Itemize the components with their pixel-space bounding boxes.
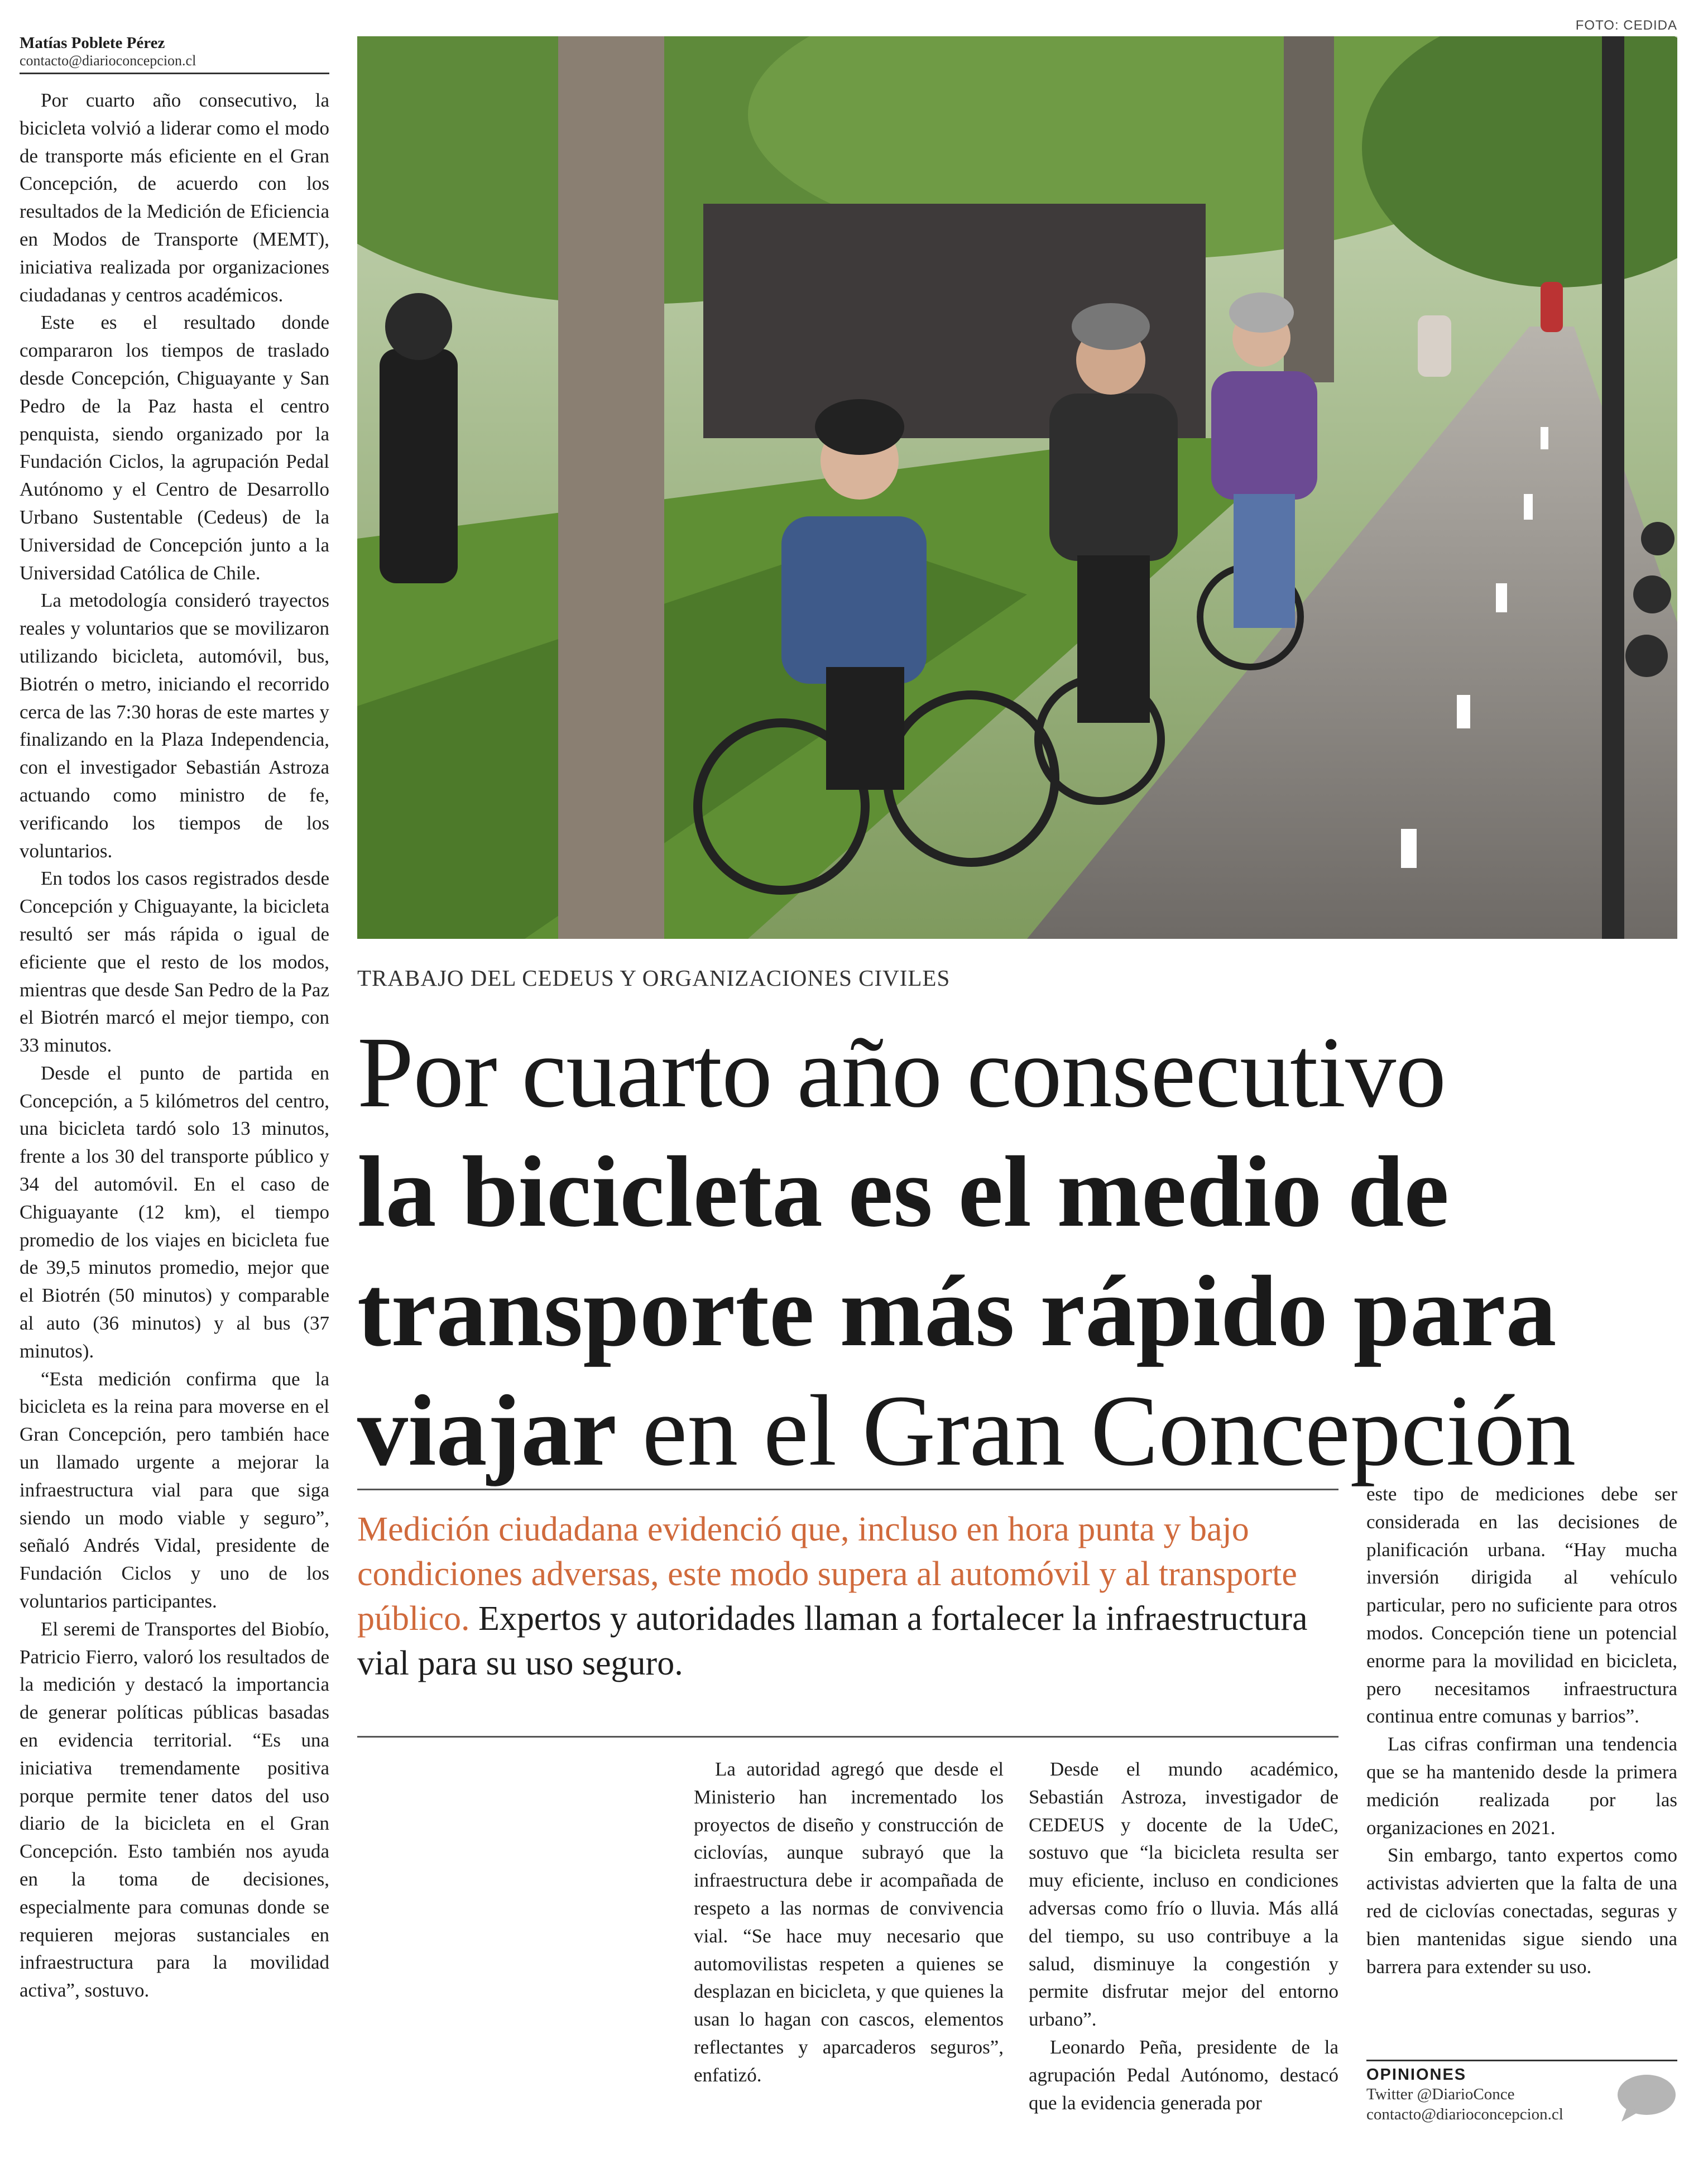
headline-line-2: la bicicleta es el medio de [357, 1136, 1450, 1248]
divider [357, 1736, 1338, 1738]
headline-line-4-rest: en el Gran Concepción [616, 1375, 1576, 1487]
paragraph: Sin embargo, tanto expertos como activistas advierten que la falta de una red de ciclovías conectadas, seguras y bien mantenidas sigue siendo una barrera para extender su uso. [1366, 1844, 1677, 1978]
paragraph: este tipo de mediciones debe ser considerada en las decisiones de planificación urbana. “Hay mucha inversión dirigida al vehículo particular, pero no suficiente para otros modos. Concepción tiene un potencial enorme para la movilidad en bicicleta, pero necesitamos infraestructura continua entre comunas y barrios”. [1366, 1483, 1677, 1728]
headline-line-4-bold: viajar [357, 1375, 617, 1487]
speech-bubble-icon [1616, 2072, 1677, 2123]
divider [357, 1489, 1338, 1490]
article-column-left [20, 87, 329, 2004]
article-column-mid-2 [1029, 1755, 1338, 2117]
paragraph: “Esta medición confirma que la bicicleta es la reina para moverse en el Gran Concepción, pero también hace un llamado urgente a mejorar la infraestructura vial para que siga siendo un modo viable y seguro”, señaló Andrés Vidal, presidente de Fundación Ciclos y uno de los voluntarios participantes. [20, 1368, 329, 1613]
article-column-right [1366, 1480, 1677, 1980]
lead-rest: Expertos y autoridades llaman a fortalecer la infraestructura vial para su uso seguro. [357, 1600, 1308, 1682]
paragraph: Desde el mundo académico, Sebastián Astroza, investigador de CEDEUS y docente de la UdeC, sostuvo que “la bicicleta resulta ser muy eficiente, incluso en condiciones adversas como frío o lluvia. Más allá del tiempo, su uso contribuye a la salud, disminuye la congestión y permite disfrutar mejor del entorno urbano”. [1029, 1758, 1338, 2031]
opinions-email[interactable]: contacto@diarioconcepcion.cl [1366, 2105, 1563, 2123]
photo-credit: FOTO: CEDIDA [1575, 18, 1677, 33]
paragraph: En todos los casos registrados desde Concepción y Chiguayante, la bicicleta resultó ser más rápida o igual de eficiente que el resto de los modos, mientras que desde San Pedro de la Paz el Biotrén marcó el mejor tiempo, con 33 minutos. [20, 867, 329, 1057]
kicker: TRABAJO DEL CEDEUS Y ORGANIZACIONES CIVILES [357, 965, 951, 991]
article-column-mid-1 [694, 1755, 1004, 2089]
paragraph: La autoridad agregó que desde el Ministerio han incrementado los proyectos de diseño y construcción de ciclovías, aunque subrayó que la infraestructura debe ir acompañada de respeto a las normas de convivencia vial. “Se hace muy necesario que automovilistas respeten a quienes se desplazan en bicicleta, y que quienes la usan lo hagan con cascos, elementos reflectantes y aparcaderos seguros”, enfatizó. [694, 1758, 1004, 2086]
byline [20, 33, 329, 74]
headline-line-1: Por cuarto año consecutivo [357, 1016, 1446, 1129]
paragraph: El seremi de Transportes del Biobío, Patricio Fierro, valoró los resultados de la medición y destacó la importancia de generar políticas públicas basadas en evidencia territorial. “Es una iniciativa tremendamente positiva porque permite tener datos del uso diario de la bicicleta en el Gran Concepción. Esto también nos ayuda en la toma de decisiones, especialmente para comunas donde se requieren mejoras sustanciales en infraestructura para la movilidad activa”, sostuvo. [20, 1618, 329, 2002]
opinions-twitter[interactable]: Twitter @DiarioConce [1366, 2085, 1515, 2103]
headline-line-3: transporte más rápido para [357, 1255, 1557, 1368]
lead-paragraph [357, 1507, 1338, 1686]
cyclists-illustration [357, 36, 1677, 939]
opinions-box [1366, 2060, 1677, 2124]
lead-highlight: Medición ciudadana evidenció que, incluso en hora punta y bajo condiciones adversas, este modo supera al automóvil y al transporte público. [357, 1510, 1297, 1638]
paragraph: La metodología consideró trayectos reales y voluntarios que se movilizaron utilizando bicicleta, automóvil, bus, Biotrén o metro, iniciando el recorrido cerca de las 7:30 horas de este martes y finalizando en la Plaza Independencia, con el investigador Sebastián Astroza actuando como ministro de fe, verificando los tiempos de los voluntarios. [20, 589, 329, 862]
author-name: Matías Poblete Pérez [20, 34, 165, 52]
paragraph: Desde el punto de partida en Concepción, a 5 kilómetros del centro, una bicicleta tardó solo 13 minutos, frente a los 30 del transporte público y 34 del automóvil. En el caso de Chiguayante (12 km), el tiempo promedio de los viajes en bicicleta fue de 39,5 minutos promedio, mejor que el Biotrén (50 minutos) y comparable al auto (36 minutos) y al bus (37 minutos). [20, 1062, 329, 1362]
paragraph: Las cifras confirman una tendencia que se ha mantenido desde la primera medición realizada por las organizaciones en 2021. [1366, 1733, 1677, 1839]
article-photo [357, 36, 1677, 939]
opinions-heading: OPINIONES [1366, 2066, 1467, 2084]
author-email: contacto@diarioconcepcion.cl [20, 52, 196, 69]
paragraph: Este es el resultado donde compararon los tiempos de traslado desde Concepción, Chiguayante y San Pedro de la Paz hasta el centro penquista, siendo organizado por la Fundación Ciclos, la agrupación Pedal Autónomo y el Centro de Desarrollo Urbano Sustentable (Cedeus) de la Universidad de Concepción junto a la Universidad Católica de Chile. [20, 311, 329, 584]
headline [357, 1013, 1697, 1491]
paragraph: Leonardo Peña, presidente de la agrupación Pedal Autónomo, destacó que la evidencia generada por [1029, 2036, 1338, 2114]
paragraph: Por cuarto año consecutivo, la bicicleta volvió a liderar como el modo de transporte más eficiente en el Gran Concepción, de acuerdo con los resultados de la Medición de Eficiencia en Modos de Transporte (MEMT), iniciativa realizada por organizaciones ciudadanas y centros académicos. [20, 89, 329, 306]
